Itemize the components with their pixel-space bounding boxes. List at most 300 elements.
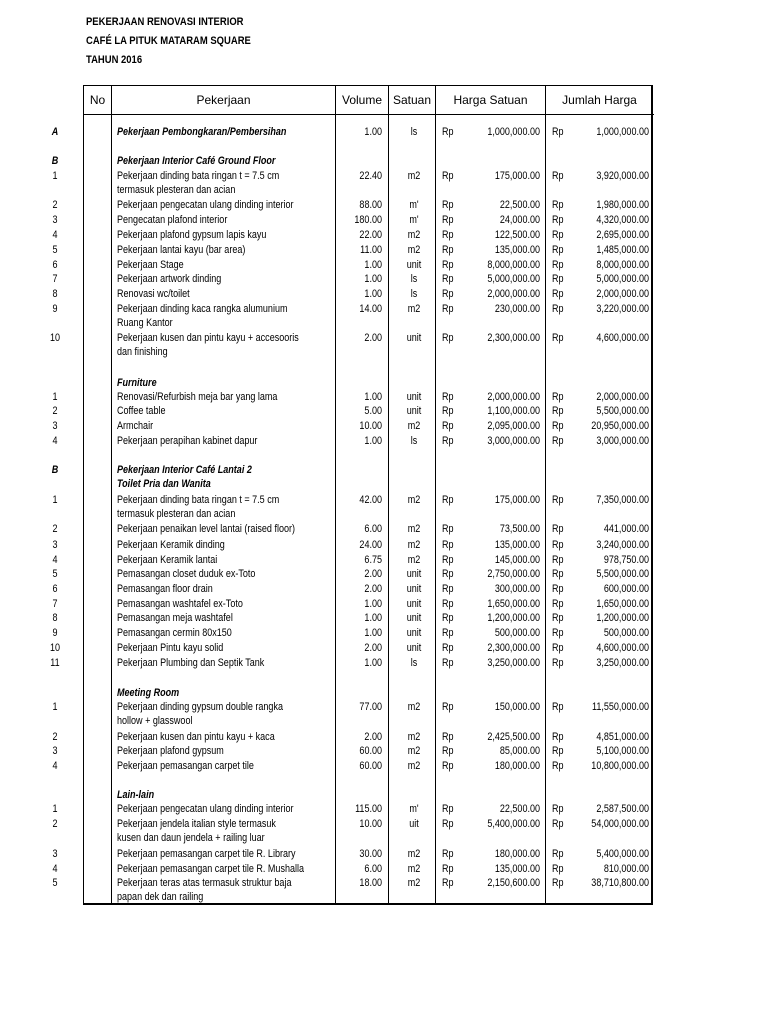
currency-label: Rp	[442, 244, 454, 256]
row-volume: 1.00	[364, 657, 382, 669]
row-unit-price: 5,000,000.00	[487, 273, 540, 285]
row-unit: m2	[407, 244, 421, 256]
currency-label: Rp	[552, 863, 564, 875]
row-unit-price: 1,000,000.00	[487, 126, 540, 138]
row-description: Pekerjaan perapihan kabinet dapur	[117, 435, 258, 447]
row-volume: 2.00	[364, 583, 382, 595]
row-total: 10,800,000.00	[591, 760, 649, 772]
column-divider	[388, 85, 389, 905]
header-project: CAFÉ LA PITUK MATARAM SQUARE	[86, 35, 251, 47]
column-header-no: No	[89, 93, 106, 107]
row-description: Pekerjaan dinding bata ringan t = 7.5 cm	[117, 494, 280, 506]
currency-label: Rp	[442, 863, 454, 875]
currency-label: Rp	[442, 259, 454, 271]
row-number: A	[51, 126, 59, 138]
row-unit: m2	[407, 420, 421, 432]
row-unit: m2	[407, 554, 421, 566]
column-header-total: Jumlah Harga	[562, 93, 637, 107]
row-unit: m2	[407, 731, 421, 743]
row-description: Pekerjaan plafond gypsum lapis kayu	[117, 229, 267, 241]
row-unit-price: 300,000.00	[494, 583, 540, 595]
row-number: 4	[52, 229, 58, 241]
currency-label: Rp	[442, 731, 454, 743]
row-volume: 11.00	[360, 244, 382, 256]
row-unit-price: 2,750,000.00	[487, 568, 540, 580]
row-description: Pemasangan washtafel ex-Toto	[117, 598, 243, 610]
row-description: Coffee table	[117, 405, 166, 417]
row-volume: 1.00	[364, 627, 382, 639]
table-header-divider	[83, 114, 654, 115]
row-number: 2	[52, 199, 58, 211]
row-total: 1,485,000.00	[596, 244, 649, 256]
currency-label: Rp	[442, 126, 454, 138]
row-volume: 60.00	[359, 760, 382, 772]
row-description: Pekerjaan pemasangan carpet tile	[117, 760, 254, 772]
row-total: 1,200,000.00	[596, 612, 649, 624]
row-volume: 1.00	[364, 435, 382, 447]
row-total: 4,851,000.00	[596, 731, 649, 743]
row-description-continued: dan finishing	[117, 346, 168, 358]
currency-label: Rp	[442, 642, 454, 654]
row-unit-price: 8,000,000.00	[487, 259, 540, 271]
currency-label: Rp	[442, 657, 454, 669]
row-total: 5,500,000.00	[596, 405, 649, 417]
currency-label: Rp	[552, 288, 564, 300]
row-unit-price: 3,000,000.00	[487, 435, 540, 447]
currency-label: Rp	[442, 760, 454, 772]
currency-label: Rp	[552, 803, 564, 815]
row-number: 1	[52, 803, 58, 815]
row-description: Pekerjaan lantai kayu (bar area)	[117, 244, 246, 256]
row-description: Pekerjaan Interior Café Ground Floor	[117, 155, 276, 167]
row-description: Armchair	[117, 420, 154, 432]
row-volume: 42.00	[359, 494, 382, 506]
row-total: 7,350,000.00	[596, 494, 649, 506]
row-total: 1,650,000.00	[596, 598, 649, 610]
row-description: Pekerjaan artwork dinding	[117, 273, 222, 285]
row-description: Pekerjaan teras atas termasuk struktur baja	[117, 877, 292, 889]
row-number: 5	[52, 877, 58, 889]
currency-label: Rp	[442, 877, 454, 889]
currency-label: Rp	[442, 523, 454, 535]
row-volume: 1.00	[364, 288, 382, 300]
row-description: Pengecatan plafond interior	[117, 214, 228, 226]
currency-label: Rp	[552, 612, 564, 624]
row-description: Furniture	[117, 377, 157, 389]
row-unit-price: 73,500.00	[499, 523, 540, 535]
row-unit: m2	[407, 877, 421, 889]
row-number: 1	[52, 170, 58, 182]
currency-label: Rp	[552, 598, 564, 610]
row-volume: 10.00	[359, 420, 382, 432]
currency-label: Rp	[442, 494, 454, 506]
currency-label: Rp	[442, 288, 454, 300]
row-description: Pekerjaan plafond gypsum	[117, 745, 224, 757]
row-number: 9	[52, 303, 58, 315]
currency-label: Rp	[552, 214, 564, 226]
currency-label: Rp	[442, 435, 454, 447]
currency-label: Rp	[552, 259, 564, 271]
row-unit-price: 1,100,000.00	[487, 405, 540, 417]
currency-label: Rp	[442, 554, 454, 566]
row-unit: m'	[409, 214, 419, 226]
row-number: 2	[52, 818, 58, 830]
row-total: 3,220,000.00	[596, 303, 649, 315]
row-volume: 24.00	[359, 539, 382, 551]
row-number: 1	[52, 494, 58, 506]
row-total: 441,000.00	[603, 523, 649, 535]
currency-label: Rp	[552, 818, 564, 830]
row-volume: 88.00	[359, 199, 382, 211]
row-total: 5,400,000.00	[596, 848, 649, 860]
row-total: 810,000.00	[603, 863, 649, 875]
row-description: Pekerjaan pengecatan ulang dinding interior	[117, 803, 294, 815]
row-volume: 22.40	[359, 170, 382, 182]
row-description: Meeting Room	[117, 687, 180, 699]
row-number: 7	[52, 273, 58, 285]
row-number: 3	[52, 420, 58, 432]
currency-label: Rp	[552, 494, 564, 506]
column-divider	[435, 85, 436, 905]
row-volume: 1.00	[364, 612, 382, 624]
row-unit: m2	[407, 170, 421, 182]
row-number: 8	[52, 612, 58, 624]
row-number: 3	[52, 214, 58, 226]
row-description: Pemasangan closet duduk ex-Toto	[117, 568, 256, 580]
row-unit-price: 175,000.00	[494, 494, 540, 506]
row-description: Pekerjaan Interior Café Lantai 2	[117, 464, 252, 476]
row-unit-price: 5,400,000.00	[487, 818, 540, 830]
currency-label: Rp	[552, 126, 564, 138]
row-description: Pekerjaan kusen dan pintu kayu + accesooris	[117, 332, 299, 344]
row-description: Pekerjaan dinding kaca rangka alumunium	[117, 303, 288, 315]
row-unit-price: 2,150,600.00	[487, 877, 540, 889]
row-number: 5	[52, 244, 58, 256]
row-total: 500,000.00	[603, 627, 649, 639]
row-unit: m'	[409, 803, 419, 815]
row-number: 4	[52, 863, 58, 875]
row-number: 4	[52, 760, 58, 772]
row-description-continued: kusen dan daun jendela + railing luar	[117, 832, 265, 844]
row-unit: ls	[410, 435, 418, 447]
row-unit: ls	[410, 273, 418, 285]
row-unit: unit	[406, 332, 422, 344]
row-unit-price: 2,300,000.00	[487, 642, 540, 654]
row-unit-price: 135,000.00	[494, 863, 540, 875]
row-volume: 5.00	[364, 405, 382, 417]
currency-label: Rp	[552, 420, 564, 432]
row-description: Pekerjaan Keramik dinding	[117, 539, 225, 551]
row-description-continued: termasuk plesteran dan acian	[117, 508, 236, 520]
row-volume: 10.00	[359, 818, 382, 830]
row-unit: unit	[406, 391, 422, 403]
row-number: 3	[52, 745, 58, 757]
currency-label: Rp	[552, 303, 564, 315]
currency-label: Rp	[552, 745, 564, 757]
row-unit: ls	[410, 288, 418, 300]
row-description-continued: papan dek dan railing	[117, 891, 204, 903]
currency-label: Rp	[552, 657, 564, 669]
row-unit-price: 2,300,000.00	[487, 332, 540, 344]
row-total: 1,000,000.00	[596, 126, 649, 138]
row-description-continued: Ruang Kantor	[117, 317, 173, 329]
row-unit: ls	[410, 126, 418, 138]
document-header	[86, 13, 251, 70]
header-title: PEKERJAAN RENOVASI INTERIOR	[86, 16, 244, 28]
row-description: Pekerjaan Pintu kayu solid	[117, 642, 224, 654]
currency-label: Rp	[552, 435, 564, 447]
row-total: 978,750.00	[603, 554, 649, 566]
row-total: 5,000,000.00	[596, 273, 649, 285]
row-description-continued: termasuk plesteran dan acian	[117, 184, 236, 196]
row-number: 6	[52, 583, 58, 595]
row-unit-price: 1,650,000.00	[487, 598, 540, 610]
row-volume: 2.00	[364, 332, 382, 344]
currency-label: Rp	[552, 554, 564, 566]
row-volume: 77.00	[359, 701, 382, 713]
row-description: Pemasangan floor drain	[117, 583, 213, 595]
currency-label: Rp	[552, 391, 564, 403]
row-unit-price: 2,425,500.00	[487, 731, 540, 743]
row-description: Pemasangan cermin 80x150	[117, 627, 232, 639]
row-number: B	[51, 464, 59, 476]
row-unit: m2	[407, 760, 421, 772]
row-unit: unit	[406, 642, 422, 654]
currency-label: Rp	[442, 818, 454, 830]
row-description: Pekerjaan Stage	[117, 259, 184, 271]
currency-label: Rp	[442, 214, 454, 226]
currency-label: Rp	[552, 523, 564, 535]
column-divider	[545, 85, 546, 905]
row-unit-price: 3,250,000.00	[487, 657, 540, 669]
currency-label: Rp	[552, 877, 564, 889]
row-unit-price: 230,000.00	[494, 303, 540, 315]
currency-label: Rp	[552, 229, 564, 241]
row-description: Pekerjaan pengecatan ulang dinding interior	[117, 199, 294, 211]
row-number: B	[51, 155, 59, 167]
row-unit: m2	[407, 494, 421, 506]
row-total: 4,600,000.00	[596, 642, 649, 654]
row-unit: unit	[406, 259, 422, 271]
currency-label: Rp	[442, 539, 454, 551]
row-unit: m2	[407, 523, 421, 535]
column-header-work: Pekerjaan	[196, 93, 251, 107]
column-header-volume: Volume	[341, 93, 383, 107]
row-description: Renovasi/Refurbish meja bar yang lama	[117, 391, 278, 403]
row-unit-price: 135,000.00	[494, 539, 540, 551]
row-number: 10	[49, 332, 61, 344]
row-number: 2	[52, 405, 58, 417]
row-volume: 6.75	[364, 554, 382, 566]
row-description: Lain-lain	[117, 789, 155, 801]
row-unit: unit	[406, 627, 422, 639]
row-unit-price: 180,000.00	[494, 760, 540, 772]
row-total: 4,320,000.00	[596, 214, 649, 226]
row-number: 9	[52, 627, 58, 639]
row-number: 5	[52, 568, 58, 580]
row-total: 3,240,000.00	[596, 539, 649, 551]
currency-label: Rp	[552, 701, 564, 713]
row-unit-price: 2,095,000.00	[487, 420, 540, 432]
currency-label: Rp	[552, 760, 564, 772]
currency-label: Rp	[442, 229, 454, 241]
currency-label: Rp	[442, 803, 454, 815]
row-unit-price: 122,500.00	[494, 229, 540, 241]
row-unit: unit	[406, 612, 422, 624]
row-volume: 22.00	[359, 229, 382, 241]
row-unit-price: 135,000.00	[494, 244, 540, 256]
currency-label: Rp	[442, 332, 454, 344]
row-volume: 2.00	[364, 568, 382, 580]
row-total: 5,500,000.00	[596, 568, 649, 580]
currency-label: Rp	[442, 583, 454, 595]
row-volume: 1.00	[364, 259, 382, 271]
currency-label: Rp	[442, 170, 454, 182]
row-unit: m2	[407, 539, 421, 551]
row-total: 1,980,000.00	[596, 199, 649, 211]
row-total: 3,920,000.00	[596, 170, 649, 182]
row-volume: 180.00	[354, 214, 382, 226]
row-volume: 115.00	[355, 803, 382, 815]
currency-label: Rp	[552, 731, 564, 743]
row-unit: uit	[409, 818, 419, 830]
row-number: 2	[52, 523, 58, 535]
row-unit: unit	[406, 568, 422, 580]
row-unit: m2	[407, 229, 421, 241]
row-description: Pekerjaan penaikan level lantai (raised floor)	[117, 523, 296, 535]
row-unit: m'	[409, 199, 419, 211]
row-total: 600,000.00	[603, 583, 649, 595]
row-volume: 1.00	[364, 126, 382, 138]
row-number: 10	[49, 642, 61, 654]
row-number: 11	[50, 657, 60, 669]
row-total: 8,000,000.00	[596, 259, 649, 271]
row-unit: unit	[406, 583, 422, 595]
row-number: 3	[52, 848, 58, 860]
row-number: 6	[52, 259, 58, 271]
currency-label: Rp	[442, 199, 454, 211]
row-volume: 2.00	[364, 642, 382, 654]
currency-label: Rp	[552, 539, 564, 551]
currency-label: Rp	[552, 568, 564, 580]
row-description: Pekerjaan kusen dan pintu kayu + kaca	[117, 731, 275, 743]
currency-label: Rp	[442, 303, 454, 315]
row-unit-price: 175,000.00	[494, 170, 540, 182]
row-unit-price: 180,000.00	[494, 848, 540, 860]
row-unit-price: 150,000.00	[494, 701, 540, 713]
currency-label: Rp	[442, 612, 454, 624]
row-number: 2	[52, 731, 58, 743]
currency-label: Rp	[442, 627, 454, 639]
row-total: 38,710,800.00	[591, 877, 649, 889]
row-total: 2,587,500.00	[596, 803, 649, 815]
row-description: Pemasangan meja washtafel	[117, 612, 233, 624]
row-total: 3,250,000.00	[596, 657, 649, 669]
row-volume: 14.00	[359, 303, 382, 315]
row-unit-price: 2,000,000.00	[487, 288, 540, 300]
row-total: 2,695,000.00	[596, 229, 649, 241]
currency-label: Rp	[552, 332, 564, 344]
currency-label: Rp	[442, 405, 454, 417]
currency-label: Rp	[442, 568, 454, 580]
currency-label: Rp	[442, 391, 454, 403]
row-description: Pekerjaan dinding bata ringan t = 7.5 cm	[117, 170, 280, 182]
column-divider	[111, 85, 112, 905]
row-volume: 60.00	[359, 745, 382, 757]
row-volume: 6.00	[364, 523, 382, 535]
row-unit-price: 500,000.00	[494, 627, 540, 639]
row-total: 54,000,000.00	[591, 818, 649, 830]
row-unit-price: 1,200,000.00	[487, 612, 540, 624]
row-volume: 1.00	[364, 598, 382, 610]
row-total: 3,000,000.00	[596, 435, 649, 447]
row-total: 5,100,000.00	[596, 745, 649, 757]
row-unit: m2	[407, 848, 421, 860]
row-description: Pekerjaan pemasangan carpet tile R. Library	[117, 848, 296, 860]
row-unit: unit	[406, 405, 422, 417]
currency-label: Rp	[442, 848, 454, 860]
row-unit: unit	[406, 598, 422, 610]
currency-label: Rp	[442, 420, 454, 432]
row-volume: 1.00	[364, 391, 382, 403]
row-description: Pekerjaan Plumbing dan Septik Tank	[117, 657, 265, 669]
row-unit-price: 85,000.00	[499, 745, 540, 757]
row-unit-price: 145,000.00	[494, 554, 540, 566]
row-number: 4	[52, 554, 58, 566]
currency-label: Rp	[552, 848, 564, 860]
column-header-unit: Satuan	[392, 93, 432, 107]
row-total: 4,600,000.00	[596, 332, 649, 344]
row-unit: m2	[407, 745, 421, 757]
row-description: Renovasi wc/toilet	[117, 288, 190, 300]
header-year: TAHUN 2016	[86, 54, 143, 66]
column-header-unit-price: Harga Satuan	[453, 93, 528, 107]
row-unit-price: 24,000.00	[499, 214, 540, 226]
row-number: 1	[52, 701, 58, 713]
currency-label: Rp	[552, 405, 564, 417]
row-number: 3	[52, 539, 58, 551]
currency-label: Rp	[552, 642, 564, 654]
currency-label: Rp	[552, 199, 564, 211]
currency-label: Rp	[552, 170, 564, 182]
row-description: Toilet Pria dan Wanita	[117, 478, 211, 490]
currency-label: Rp	[552, 583, 564, 595]
row-volume: 6.00	[364, 863, 382, 875]
row-volume: 2.00	[364, 731, 382, 743]
row-volume: 1.00	[364, 273, 382, 285]
row-description: Pekerjaan pemasangan carpet tile R. Mushalla	[117, 863, 305, 875]
row-number: 8	[52, 288, 58, 300]
currency-label: Rp	[442, 701, 454, 713]
row-total: 11,550,000.00	[591, 701, 649, 713]
row-total: 2,000,000.00	[596, 391, 649, 403]
row-unit: ls	[410, 657, 418, 669]
row-unit: m2	[407, 701, 421, 713]
row-unit-price: 2,000,000.00	[487, 391, 540, 403]
row-description: Pekerjaan Keramik lantai	[117, 554, 218, 566]
currency-label: Rp	[442, 745, 454, 757]
row-total: 2,000,000.00	[596, 288, 649, 300]
currency-label: Rp	[442, 273, 454, 285]
row-volume: 18.00	[359, 877, 382, 889]
row-unit-price: 22,500.00	[499, 803, 540, 815]
row-total: 20,950,000.00	[591, 420, 649, 432]
row-number: 4	[52, 435, 58, 447]
currency-label: Rp	[552, 627, 564, 639]
row-number: 7	[52, 598, 58, 610]
row-unit: m2	[407, 863, 421, 875]
currency-label: Rp	[552, 244, 564, 256]
